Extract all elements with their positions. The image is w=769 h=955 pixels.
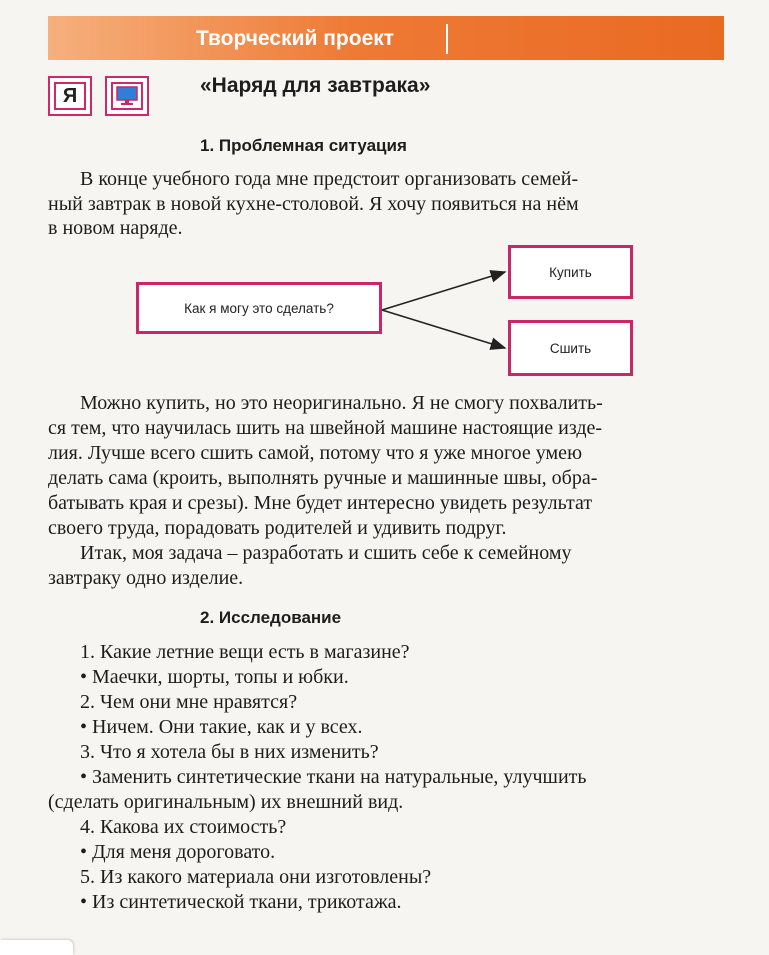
list-item: 2. Чем они мне нравятся? <box>80 691 298 713</box>
header-title: Творческий проект <box>196 24 448 54</box>
list-item: (сделать оригинальным) их внешний вид. <box>48 791 404 813</box>
text-line: Итак, моя задача – разработать и сшить себе к семейному <box>80 542 572 564</box>
text-line: Можно купить, но это неоригинально. Я не смогу похвалить- <box>80 392 603 414</box>
text-line: В конце учебного года мне предстоит организовать семей- <box>80 168 579 190</box>
text-line: батывать края и срезы). Мне будет интересно увидеть результат <box>48 492 593 514</box>
section1-heading: 1. Проблемная ситуация <box>200 136 407 155</box>
list-item: • Из синтетической ткани, трикотажа. <box>80 891 402 913</box>
list-item: 5. Из какого материала они изготовлены? <box>80 866 432 888</box>
list-item: 1. Какие летние вещи есть в магазине? <box>80 641 410 663</box>
section2-heading: 2. Исследование <box>200 608 342 627</box>
page-corner-tab <box>0 940 73 955</box>
diagram-buy-box: Купить <box>508 245 633 299</box>
list-item: 3. Что я хотела бы в них изменить? <box>80 741 379 763</box>
text-line: лия. Лучше всего сшить самой, потому что я уже многое умею <box>48 442 583 464</box>
text-line: ный завтрак в новой кухне-столовой. Я хочу появиться на нём <box>48 193 579 215</box>
text-line: своего труда, порадовать родителей и удивить подруг. <box>48 517 507 539</box>
letter-badge-label: Я <box>54 82 86 110</box>
list-item: • Заменить синтетические ткани на натуральные, улучшить <box>80 766 587 788</box>
list-item: • Маечки, шорты, топы и юбки. <box>80 666 349 688</box>
diagram-sew-box: Сшить <box>508 320 633 376</box>
list-item: 4. Какова их стоимость? <box>80 816 287 838</box>
text-line: ся тем, что научилась шить на швейной машине настоящие изде- <box>48 417 603 439</box>
text-line: делать сама (кроить, выполнять ручные и машинные швы, обра- <box>48 467 598 489</box>
project-title: «Наряд для завтрака» <box>200 74 431 97</box>
list-item: • Для меня дороговато. <box>80 841 276 863</box>
list-item: • Ничем. Они такие, как и у всех. <box>80 716 363 738</box>
text-line: в новом наряде. <box>48 217 183 239</box>
diagram-question-box: Как я могу это сделать? <box>136 282 382 334</box>
text-line: завтраку одно изделие. <box>48 567 244 589</box>
